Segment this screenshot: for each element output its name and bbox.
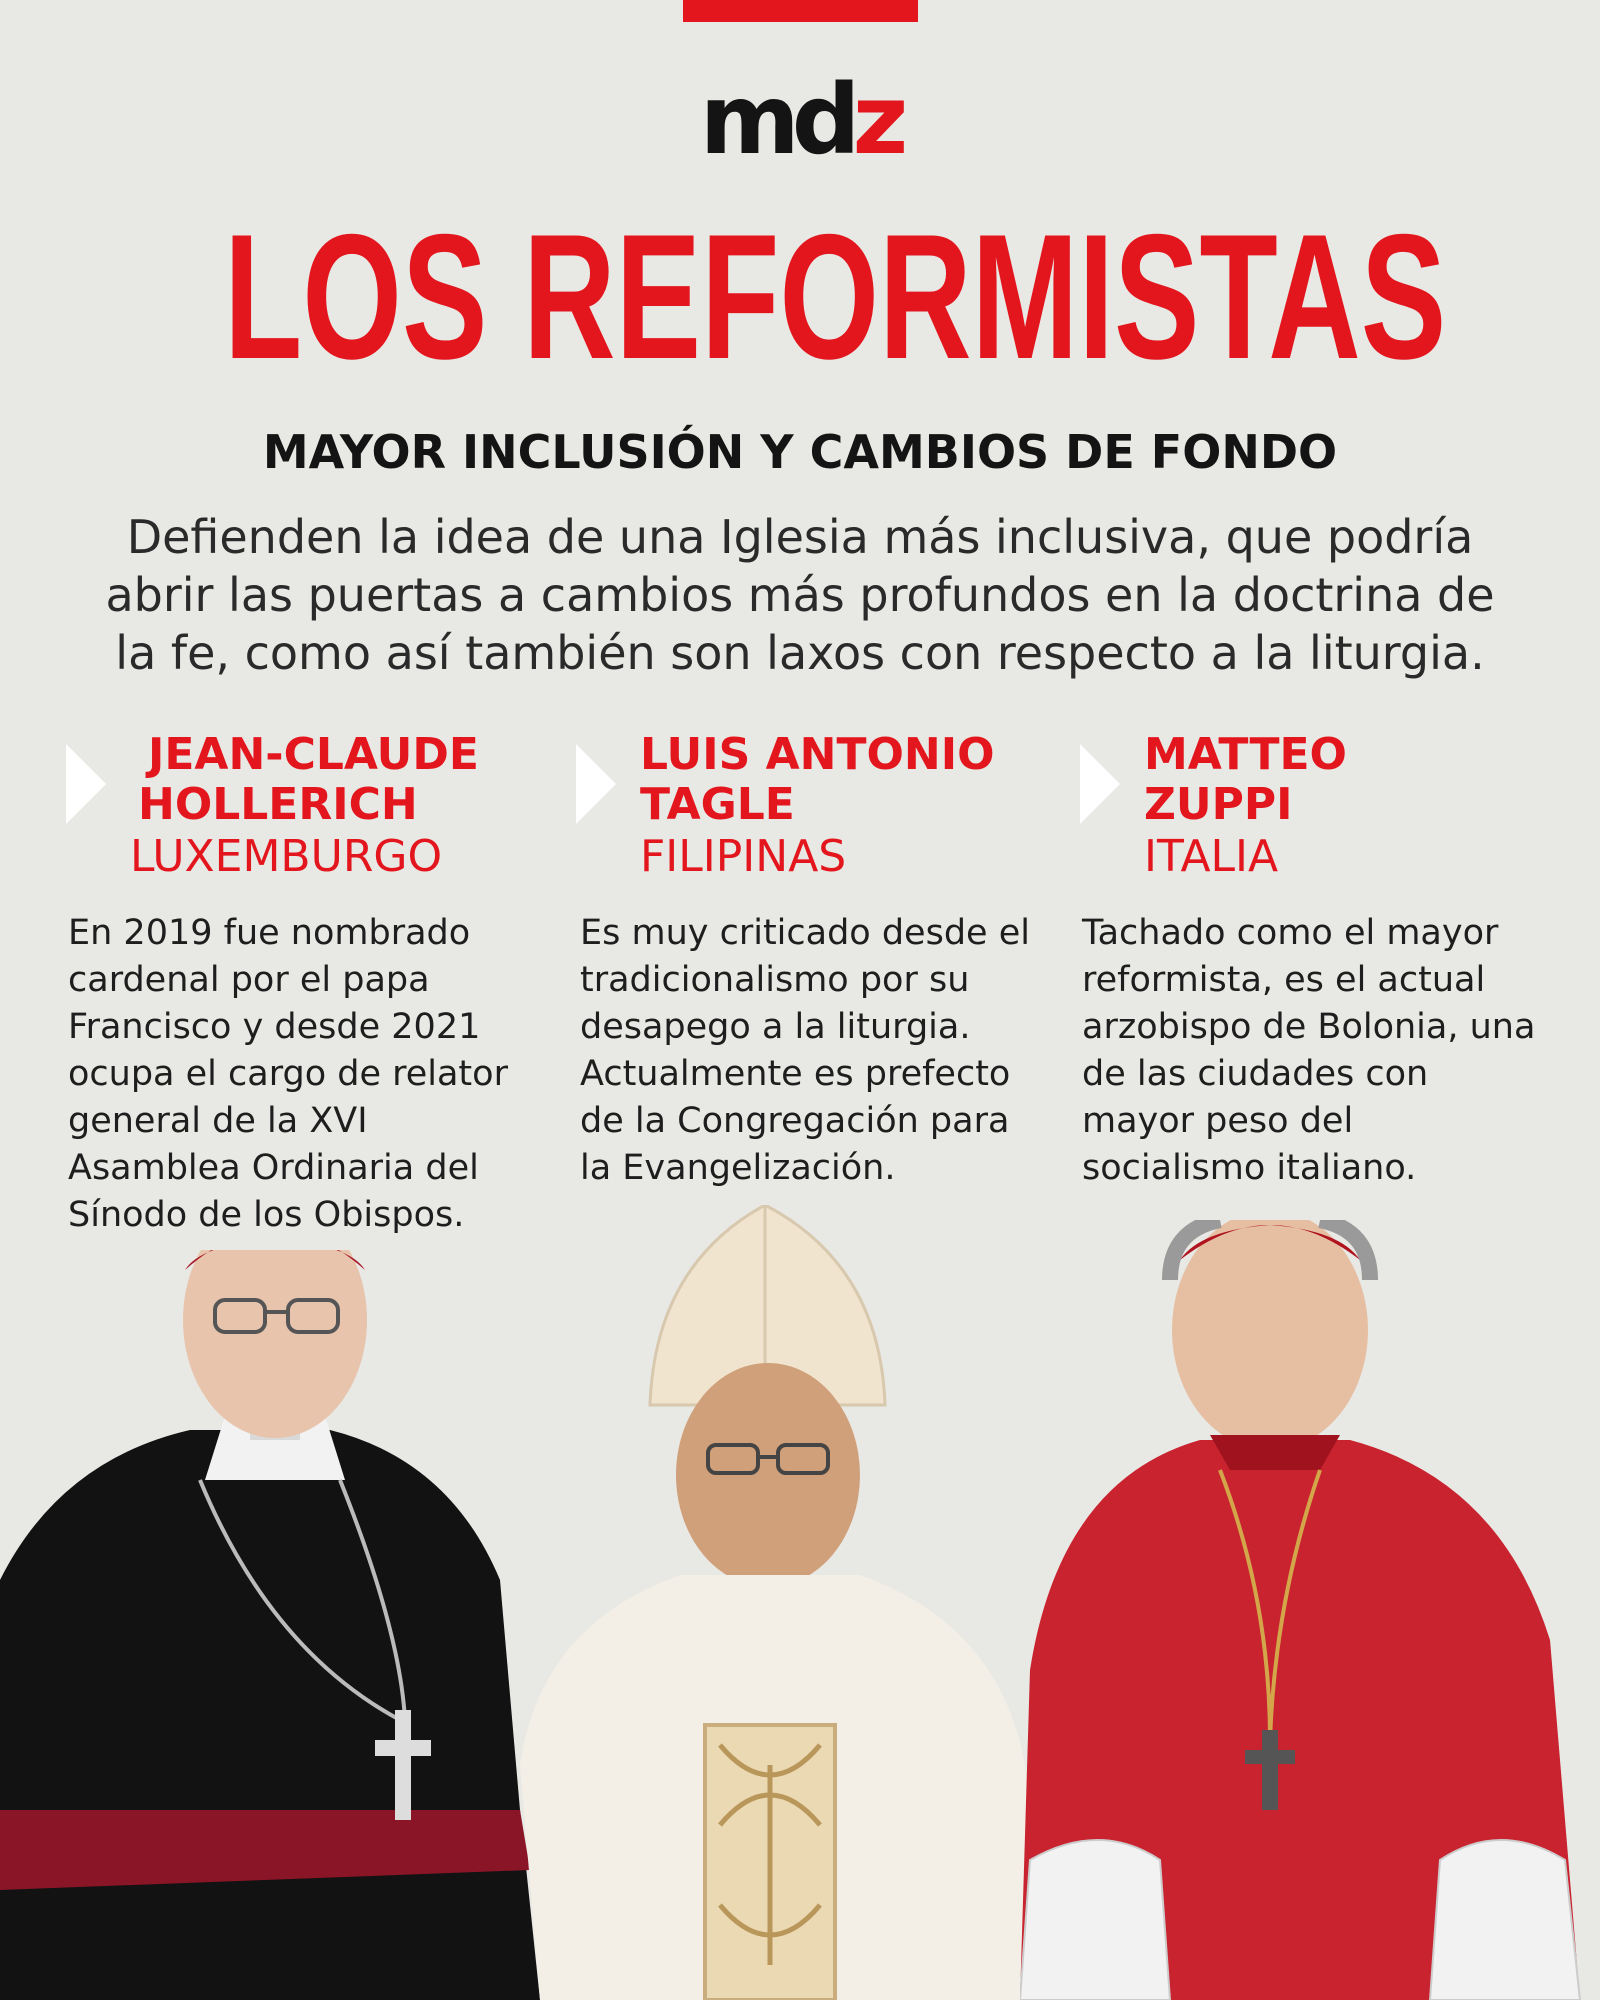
intro-line: Defienden la idea de una Iglesia más inclusiva, que podría (126, 510, 1474, 564)
description-line: de la Congregación para (580, 1101, 1010, 1141)
cardinal-name-line: JEAN-CLAUDE (148, 729, 479, 780)
description-line: de las ciudades con (1082, 1054, 1429, 1094)
cardinal-country: ITALIA (1144, 831, 1279, 882)
page-subtitle: MAYOR INCLUSIÓN Y CAMBIOS DE FONDO (262, 425, 1338, 479)
chevron-right-icon (66, 744, 106, 824)
cardinal-country: LUXEMBURGO (130, 831, 443, 882)
cardinal-country: FILIPINAS (640, 831, 847, 882)
description-line: Asamblea Ordinaria del (68, 1148, 479, 1188)
cardinal-name-line: TAGLE (640, 779, 795, 830)
intro-line: la fe, como así también son laxos con respecto a la liturgia. (115, 626, 1485, 680)
cardinal-portrait-white-mitre-icon (480, 1205, 1100, 2000)
description-line: socialismo italiano. (1082, 1148, 1417, 1188)
description-line: desapego a la liturgia. (580, 1007, 971, 1047)
cardinal-name-line: HOLLERICH (138, 779, 418, 830)
cardinal-name (138, 730, 479, 830)
cardinal-name-line: LUIS ANTONIO (640, 729, 995, 780)
description-line: Tachado como el mayor (1082, 913, 1499, 953)
intro-line: abrir las puertas a cambios más profundos en la doctrina de (105, 568, 1495, 622)
description-line: mayor peso del (1082, 1101, 1354, 1141)
page-title: LOS REFORMISTAS (224, 197, 1447, 396)
cardinal-name-line: MATTEO (1144, 729, 1347, 780)
cardinal-description (68, 910, 538, 1239)
description-line: Sínodo de los Obispos. (68, 1195, 465, 1235)
logo-accent-text: z (852, 64, 901, 176)
chevron-right-icon (576, 744, 616, 824)
cardinal-name-line: ZUPPI (1144, 779, 1293, 830)
description-line: tradicionalismo por su (580, 960, 970, 1000)
cardinal-description (580, 910, 1050, 1192)
cardinal-description (1082, 910, 1552, 1192)
mdz-logo[interactable] (0, 64, 1600, 176)
logo-main-text: md (699, 64, 853, 176)
intro-paragraph (100, 508, 1500, 682)
description-line: Francisco y desde 2021 (68, 1007, 481, 1047)
cardinal-name (640, 730, 994, 830)
description-line: cardenal por el papa (68, 960, 430, 1000)
description-line: general de la XVI (68, 1101, 368, 1141)
description-line: la Evangelización. (580, 1148, 896, 1188)
description-line: arzobispo de Bolonia, una (1082, 1007, 1536, 1047)
description-line: En 2019 fue nombrado (68, 913, 471, 953)
description-line: Actualmente es prefecto (580, 1054, 1011, 1094)
top-accent-bar (683, 0, 918, 22)
cardinal-portrait-black-cassock-icon (0, 1250, 540, 2000)
chevron-right-icon (1080, 744, 1120, 824)
description-line: ocupa el cargo de relator (68, 1054, 508, 1094)
cardinal-portrait-red-robe-icon (1020, 1220, 1600, 2000)
cardinal-name (1144, 730, 1347, 830)
description-line: Es muy criticado desde el (580, 913, 1030, 953)
description-line: reformista, es el actual (1082, 960, 1486, 1000)
